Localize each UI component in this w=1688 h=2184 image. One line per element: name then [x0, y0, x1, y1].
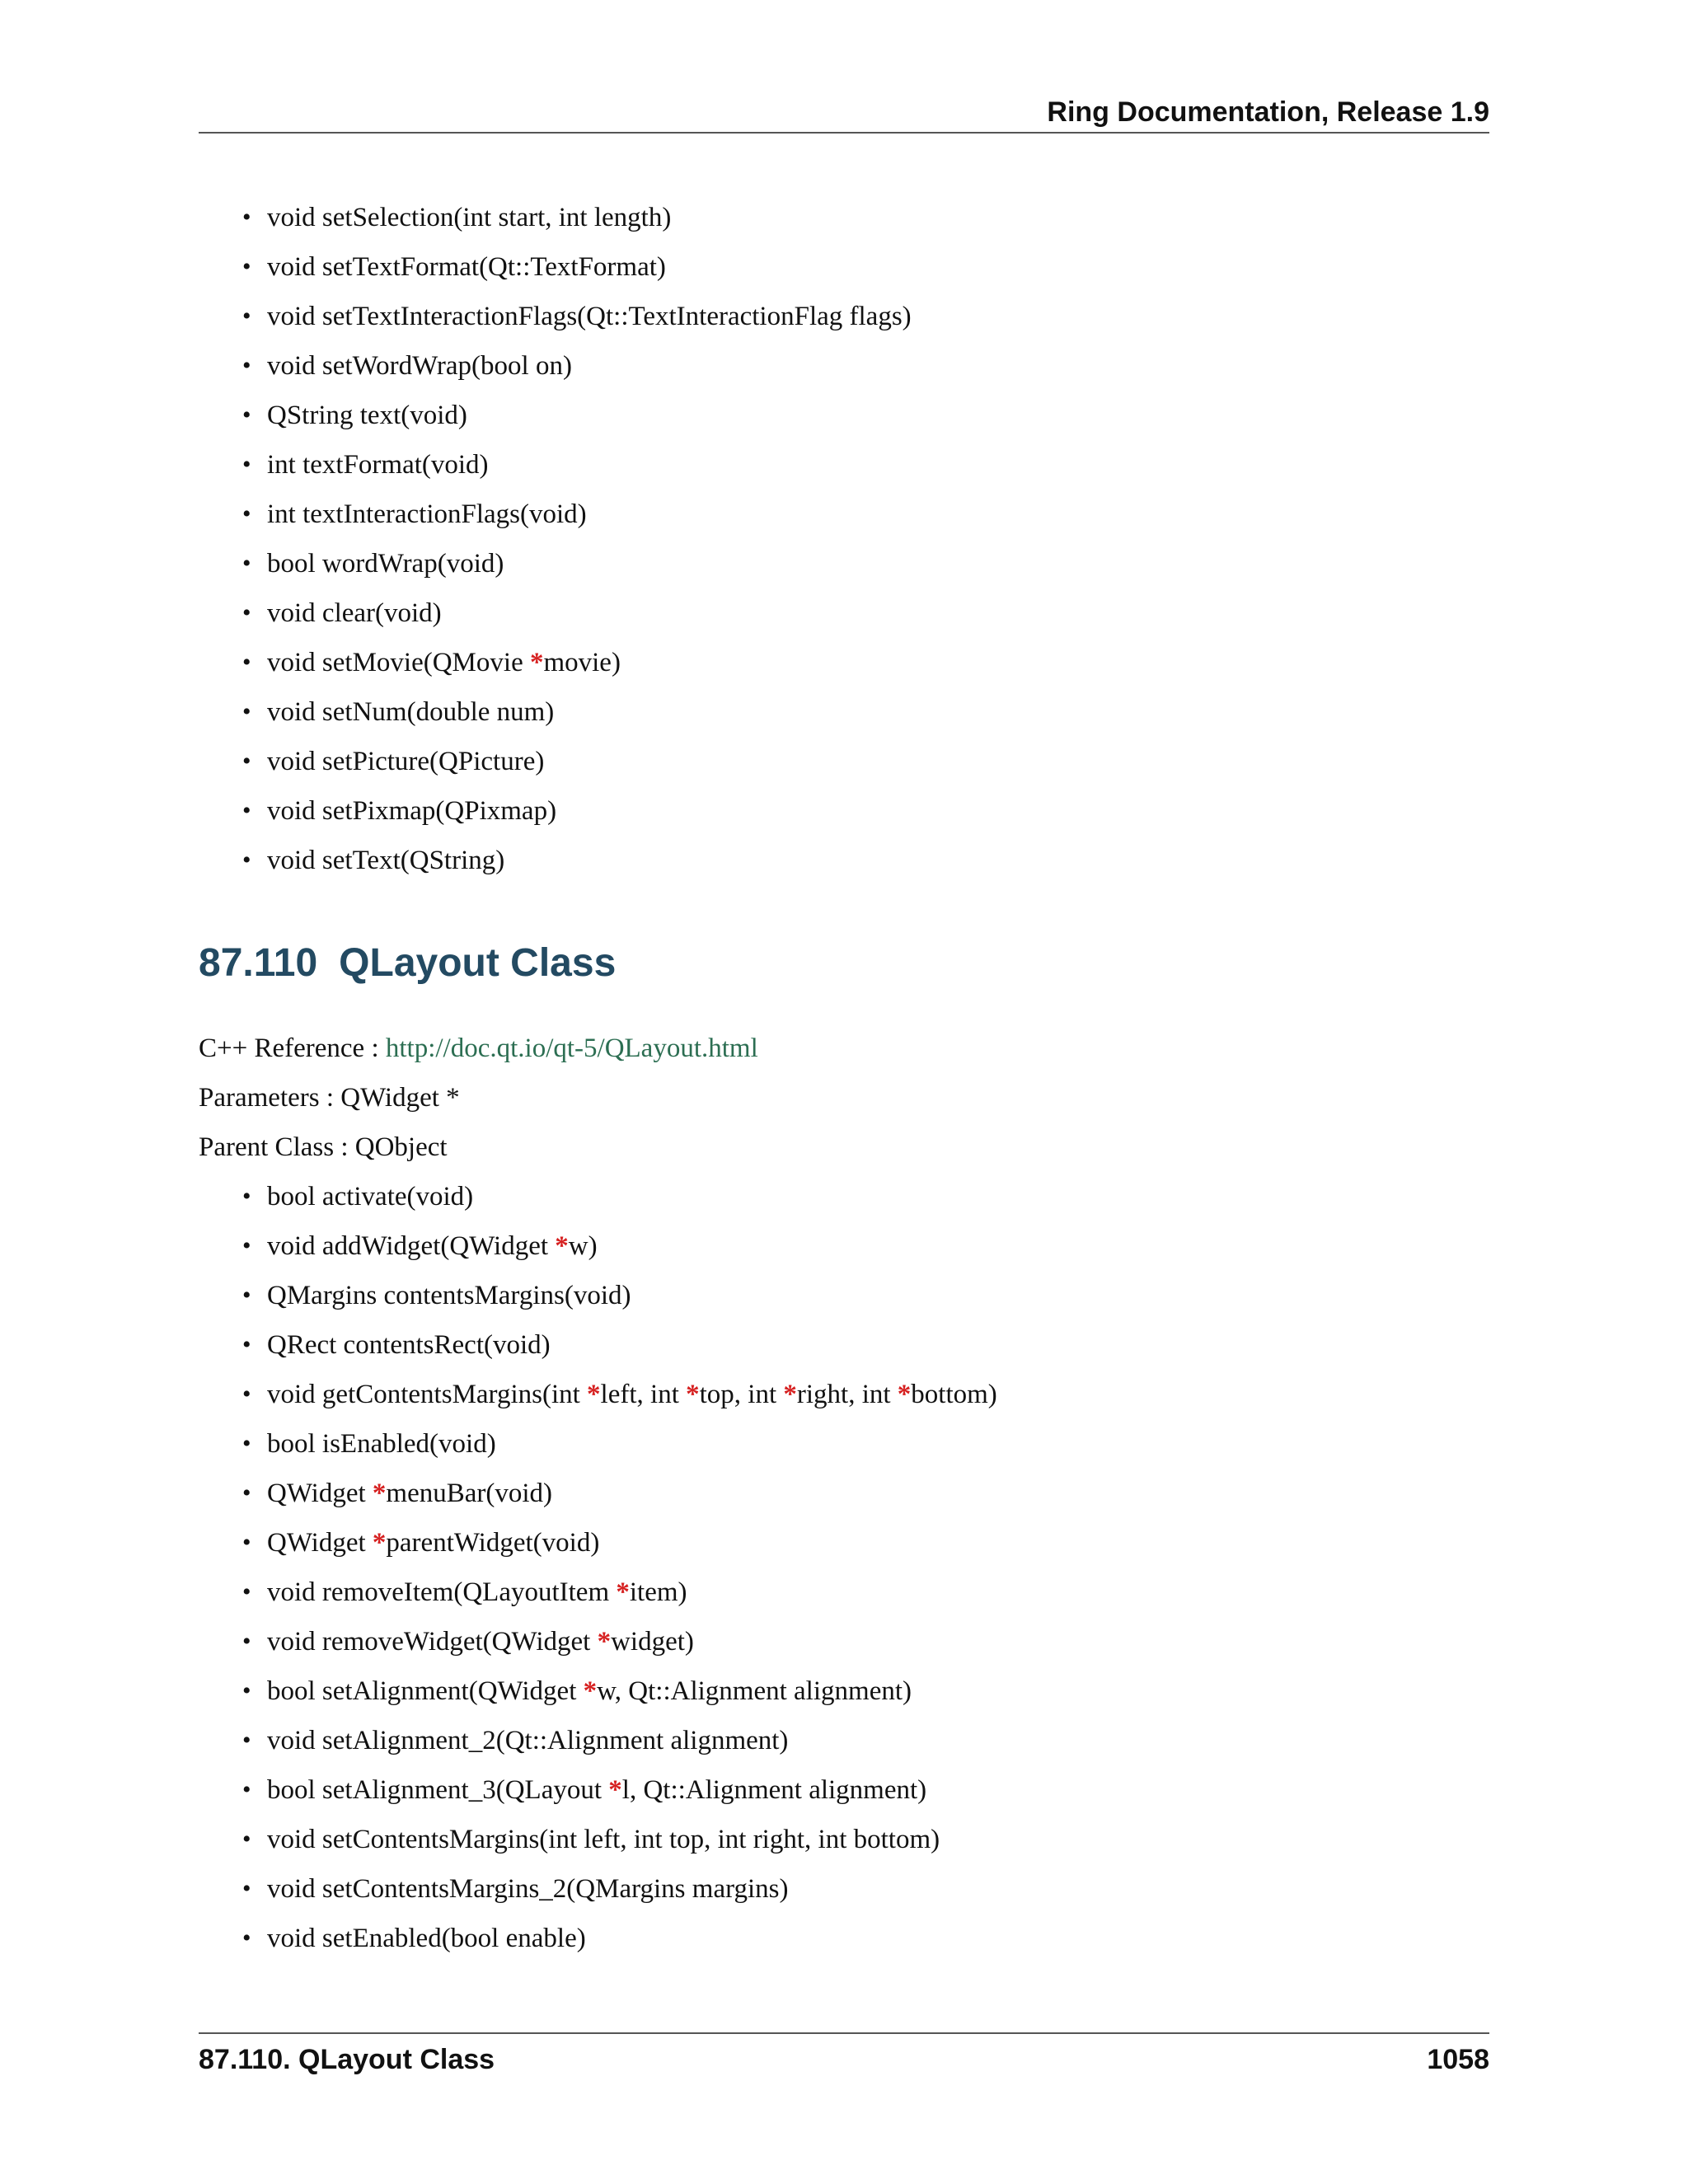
pointer-asterisk: *: [529, 648, 544, 677]
method-item: • int textFormat(void): [239, 440, 912, 490]
method-item: • bool activate(void): [239, 1172, 997, 1221]
section-number: 87.110: [199, 941, 318, 985]
parameters-line: Parameters : QWidget *: [199, 1083, 460, 1113]
pointer-asterisk: *: [372, 1528, 387, 1558]
pointer-asterisk: *: [608, 1775, 622, 1805]
method-list-previous-class: [239, 193, 912, 885]
pointer-asterisk: *: [372, 1479, 387, 1508]
method-item: • bool isEnabled(void): [239, 1419, 997, 1469]
method-item: • void setPixmap(QPixmap): [239, 786, 912, 836]
method-item: • void setWordWrap(bool on): [239, 341, 912, 391]
method-item: • void setMovie(QMovie *movie): [239, 638, 912, 687]
method-list-qlayout: [239, 1172, 997, 1963]
section-heading: [199, 935, 616, 992]
running-header: [199, 92, 1489, 134]
pointer-asterisk: *: [587, 1380, 601, 1409]
method-item: • QString text(void): [239, 391, 912, 440]
pointer-asterisk: *: [555, 1231, 569, 1261]
method-item: • void setPicture(QPicture): [239, 737, 912, 786]
method-item: • QWidget *menuBar(void): [239, 1469, 997, 1518]
footer-section-title: 87.110. QLayout Class: [199, 2044, 495, 2075]
method-item: • void setEnabled(bool enable): [239, 1914, 997, 1963]
method-item: • void removeItem(QLayoutItem *item): [239, 1568, 997, 1617]
method-item: • void setSelection(int start, int length): [239, 193, 912, 242]
method-item: • void setText(QString): [239, 836, 912, 885]
method-item: • bool wordWrap(void): [239, 539, 912, 588]
method-item: • void setAlignment_2(Qt::Alignment alignment): [239, 1716, 997, 1765]
method-item: • void setNum(double num): [239, 687, 912, 737]
running-footer: [199, 2032, 1489, 2085]
document-title: Ring Documentation, Release 1.9: [1047, 96, 1489, 128]
pointer-asterisk: *: [616, 1577, 630, 1607]
method-item: • QMargins contentsMargins(void): [239, 1271, 997, 1320]
parent-class-line: Parent Class : QObject: [199, 1132, 448, 1162]
method-item: • bool setAlignment_3(QLayout *l, Qt::Alignment alignment): [239, 1765, 997, 1815]
section-title-text: QLayout Class: [339, 941, 617, 985]
page-number: 1058: [1427, 2044, 1489, 2075]
pointer-asterisk: *: [783, 1380, 797, 1409]
method-item: • void setTextFormat(Qt::TextFormat): [239, 242, 912, 292]
pointer-asterisk: *: [597, 1627, 612, 1657]
method-item: • void setContentsMargins_2(QMargins margins): [239, 1864, 997, 1914]
pointer-asterisk: *: [686, 1380, 700, 1409]
cpp-reference-label: C++ Reference :: [199, 1033, 386, 1063]
pointer-asterisk: *: [583, 1676, 598, 1706]
method-item: • int textInteractionFlags(void): [239, 490, 912, 539]
pointer-asterisk: *: [897, 1380, 912, 1409]
method-item: • bool setAlignment(QWidget *w, Qt::Alignment alignment): [239, 1666, 997, 1716]
method-item: • void setContentsMargins(int left, int top, int right, int bottom): [239, 1815, 997, 1864]
method-item: • void addWidget(QWidget *w): [239, 1221, 997, 1271]
method-item: • QRect contentsRect(void): [239, 1320, 997, 1370]
method-item: • void setTextInteractionFlags(Qt::TextInteractionFlag flags): [239, 292, 912, 341]
method-item: • QWidget *parentWidget(void): [239, 1518, 997, 1568]
cpp-reference: [199, 1024, 758, 1073]
method-item: • void getContentsMargins(int *left, int *top, int *right, int *bottom): [239, 1370, 997, 1419]
method-item: • void clear(void): [239, 588, 912, 638]
cpp-reference-link[interactable]: http://doc.qt.io/qt-5/QLayout.html: [385, 1033, 758, 1063]
method-item: • void removeWidget(QWidget *widget): [239, 1617, 997, 1666]
